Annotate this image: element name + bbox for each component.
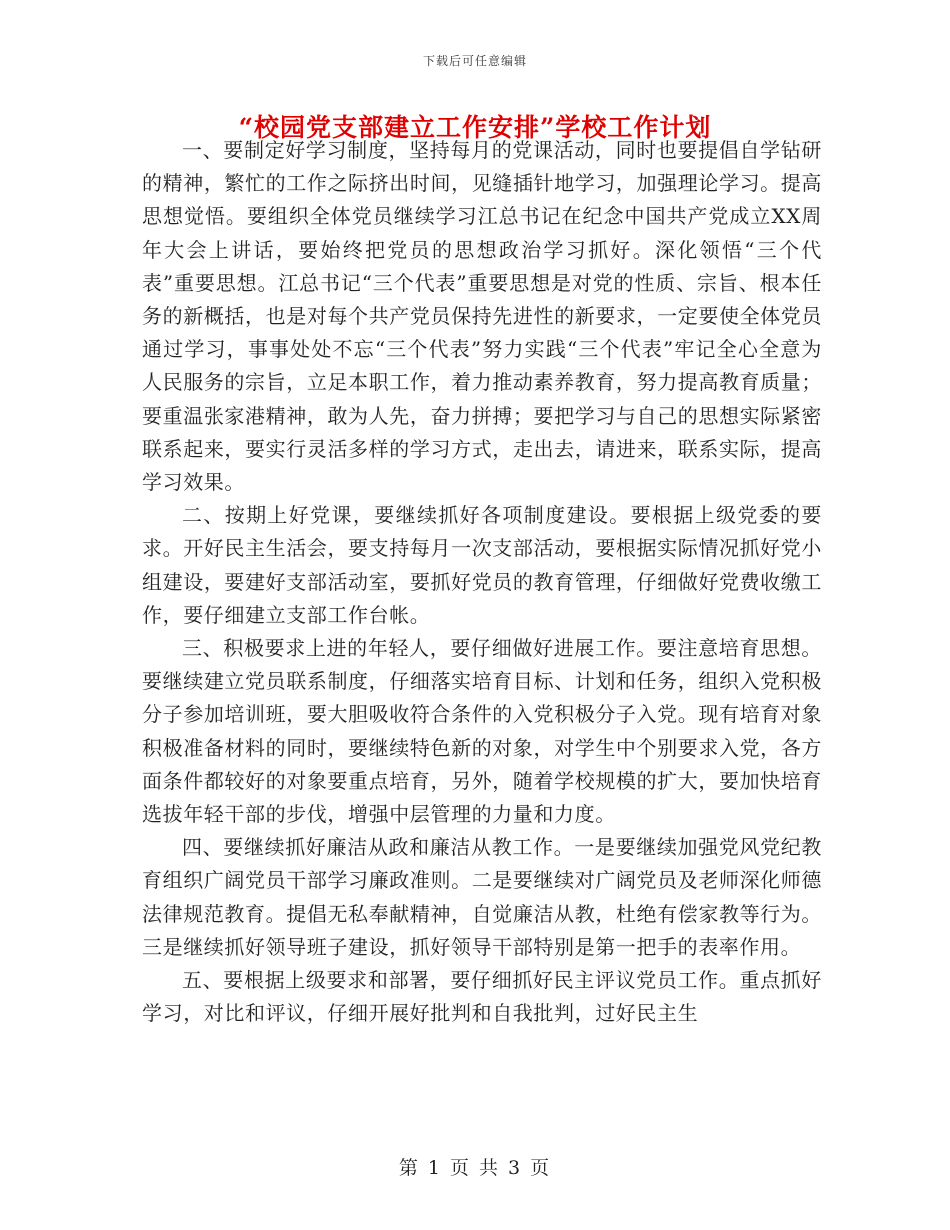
- paragraph-1: 一、要制定好学习制度，坚持每月的党课活动，同时也要提倡自学钻研的精神，繁忙的工作之际挤出时间，见缝插针地学习，加强理论学习。提高思想觉悟。要组织全体党员继续学习江总书记在纪念中国共产党成立XX周年大会上讲话，要始终把党员的思想政治学习抓好。深化领悟“三个代表”重要思想。江总书记“三个代表”重要思想是对党的性质、宗旨、根本任务的新概括，也是对每个共产党员保持先进性的新要求，一定要使全体党员通过学习，事事处处不忘“三个代表”努力实践“三个代表”牢记全心全意为人民服务的宗旨，立足本职工作，着力推动素养教育，努力提高教育质量；要重温张家港精神，敢为人先，奋力拼搏；要把学习与自己的思想实际紧密联系起来，要实行灵活多样的学习方式，走出去，请进来，联系实际，提高学习效果。: [142, 138, 822, 495]
- document-title: “校园党支部建立工作安排”学校工作计划: [238, 113, 712, 142]
- paragraph-2: 二、按期上好党课，要继续抓好各项制度建设。要根据上级党委的要求。开好民主生活会，要支持每月一次支部活动，要根据实际情况抓好党小组建设，要建好支部活动室，要抓好党员的教育管理，仔细做好党费收缴工作，要仔细建立支部工作台帐。: [142, 503, 822, 627]
- document-body: [142, 134, 822, 1030]
- header-note: 下载后可任意编辑: [422, 54, 527, 68]
- paragraph-5: 五、要根据上级要求和部署，要仔细抓好民主评议党员工作。重点抓好学习，对比和评议，仔细开展好批判和自我批判，过好民主生: [142, 968, 822, 1026]
- paragraph-3: 三、积极要求上进的年轻人，要仔细做好进展工作。要注意培育思想。要继续建立党员联系制度，仔细落实培育目标、计划和任务，组织入党积极分子参加培训班，要大胆吸收符合条件的入党积极分子入党。现有培育对象积极准备材料的同时，要继续特色新的对象，对学生中个别要求入党，各方面条件都较好的对象要重点培育，另外，随着学校规模的扩大，要加快培育选拔年轻干部的步伐，增强中层管理的力量和力度。: [142, 636, 822, 827]
- page-number-footer: 第 1 页 共 3 页: [398, 1157, 552, 1179]
- paragraph-4: 四、要继续抓好廉洁从政和廉洁从教工作。一是要继续加强党风党纪教育组织广阔党员干部学习廉政准则。二是要继续对广阔党员及老师深化师德法律规范教育。提倡无私奉献精神，自觉廉洁从教，杜绝有偿家教等行为。三是继续抓好领导班子建设，抓好领导干部特别是第一把手的表率作用。: [142, 835, 822, 959]
